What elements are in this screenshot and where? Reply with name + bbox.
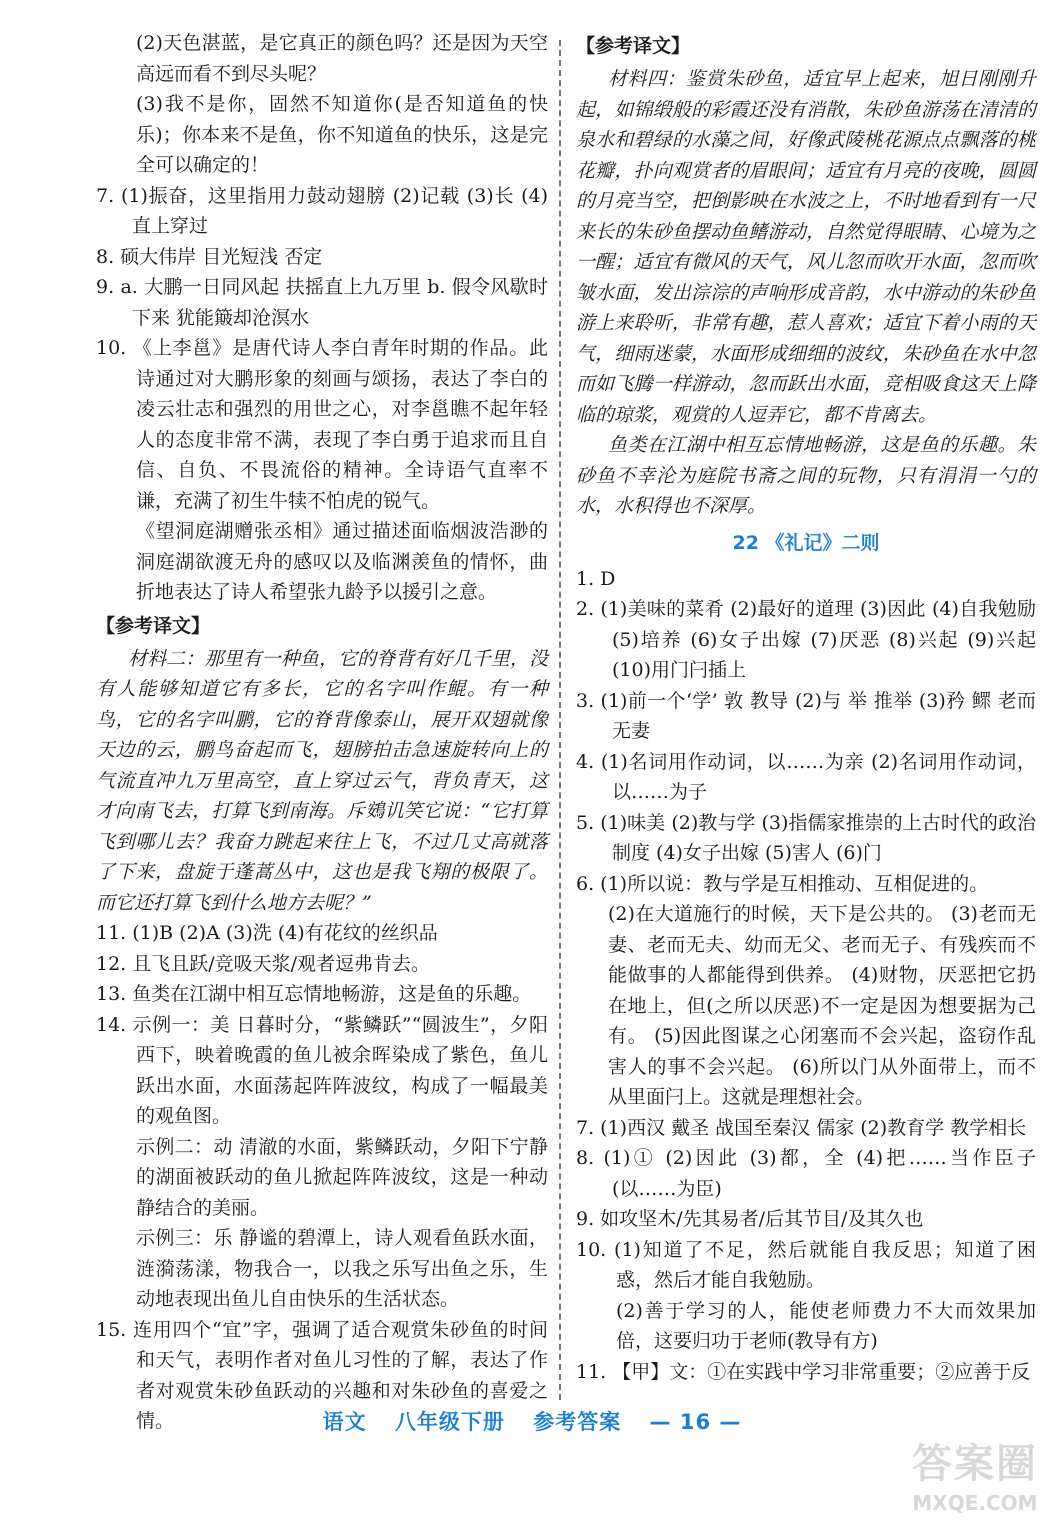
section-title: 22 《礼记》二则 [732,531,880,554]
answer-paragraph: 示例二：动 清澈的水面，紫鳞跃动，夕阳下宁静的湖面被跃动的鱼儿掀起阵阵波纹，这是一种动静结合的美丽。 [136,1135,548,1219]
answer-paragraph: 9. 如攻坚木/先其易者/后其节目/及其久也 [576,1208,924,1230]
right-column [576,28,1036,1387]
answer-paragraph: 7. (1)西汉 戴圣 战国至秦汉 儒家 (2)教育学 教学相长 [576,1116,1027,1139]
answer-paragraph: 3. (1)前一个‘学’ 敦 教导 (2)与 举 推举 (3)矜 鳏 老而无妻 [576,689,1036,742]
page-footer [0,1406,1064,1436]
answer-paragraph: 11. 【甲】文：①在实践中学习非常重要；②应善于反 [576,1360,1031,1383]
answer-paragraph: 鱼类在江湖中相互忘情地畅游，这是鱼的乐趣。朱砂鱼不幸沦为庭院书斋之间的玩物，只有涓涓一勺的水，水积得也不深厚。 [576,434,1036,517]
answer-paragraph: 10. 《上李邕》是唐代诗人李白青年时期的作品。此诗通过对大鹏形象的刻画与颂扬，表达了李白的凌云壮志和强烈的用世之心，对李邕瞧不起年轻人的态度非常不满，表现了李白勇于追求而且自信、自负、不畏流俗的精神。全诗语气直率不谦，充满了初生牛犊不怕虎的锐气。 [96,337,548,512]
left-column [96,28,548,1437]
answer-paragraph: 10. (1)知道了不足，然后就能自我反思；知道了困惑，然后才能自我勉励。 [576,1238,1036,1291]
column-divider [559,40,561,1400]
answer-paragraph: 1. D [576,567,616,590]
answer-paragraph: 15. 连用四个“宜”字，强调了适合观赏朱砂鱼的时间和天气，表明作者对鱼儿习性的了解，表达了作者对观赏朱砂鱼跃动的兴趣和对朱砂鱼的喜爱之情。 [96,1318,548,1432]
answer-paragraph: 8. 硕大伟岸 目光短浅 否定 [96,245,323,268]
answer-paragraph: 13. 鱼类在江湖中相互忘情地畅游，这是鱼的乐趣。 [96,983,532,1005]
footer-page-number: — 16 — [649,1410,742,1434]
watermark-text: 答案圈 [912,1441,1038,1487]
answer-paragraph: 6. (1)所以说：教与学是互相推动、互相促进的。 [576,872,989,895]
answer-paragraph: 9. a. 大鹏一日同风起 扶摇直上九万里 b. 假令风歇时下来 犹能簸却沧溟水 [96,276,548,329]
answer-paragraph: 材料四：鉴赏朱砂鱼，适宜早上起来，旭日刚刚升起，如锦缎般的彩霞还没有消散，朱砂鱼游荡在清清的泉水和碧绿的水藻之间，好像武陵桃花源点点飘落的桃花瓣，扑向观赏者的眉眼间；适宜有月亮的夜晚，圆圆的月亮当空，把倒影映在水波之上，不时地看到有一尺来长的朱砂鱼摆动鱼鳍游动，自然觉得眼睛、心境为之一醒；适宜有微风的天气，风儿忽而吹开水面，忽而吹皱水面，发出淙淙的声响形成音韵，水中游动的朱砂鱼游上来聆听，非常有趣，惹人喜欢；适宜下着小雨的天气，细雨迷蒙，水面形成细细的波纹，朱砂鱼在水中忽而如飞腾一样游动，忽而跃出水面，竞相吸食这天上降临的琼浆，观赏的人逗弄它，都不肯离去。 [576,68,1036,426]
answer-paragraph: 5. (1)味美 (2)教与学 (3)指儒家推崇的上古时代的政治制度 (4)女子出嫁 (5)害人 (6)门 [576,811,1036,864]
answer-paragraph: 4. (1)名词用作动词，以……为亲 (2)名词用作动词，以……为子 [576,750,1036,803]
answer-paragraph: (2)在大道施行的时候，天下是公共的。 (3)老而无妻、老而无夫、幼而无父、老而无子、有残疾而不能做事的人都能得到供养。 (4)财物，厌恶把它扔在地上，但(之所以厌恶)不一定是因为想要据为己有。 (5)因此图谋之心闭塞而不会兴起，盗窃作乱害人的事不会兴起。 (6)所以门从外面带上，而不从里面闩上。这就是理想社会。 [608,903,1036,1108]
answer-paragraph: 2. (1)美味的菜肴 (2)最好的道理 (3)因此 (4)自我勉励 (5)培养 (6)女子出嫁 (7)厌恶 (8)兴起 (9)兴起 (10)用门闩插上 [576,598,1036,681]
answer-paragraph: 《望洞庭湖赠张丞相》通过描述面临烟波浩渺的洞庭湖欲渡无舟的感叹以及临渊羡鱼的情怀，曲折地表达了诗人希望张九龄予以援引之意。 [136,520,548,603]
answer-paragraph: (3)我不是你，固然不知道你(是否知道鱼的快乐)；你本来不是鱼，你不知道鱼的快乐，这是完全可以确定的！ [136,93,548,176]
answer-paragraph: 11. (1)B (2)A (3)洗 (4)有花纹的丝织品 [96,922,438,944]
answer-paragraph: 12. 且飞且跃/竞吸天浆/观者逗弗肯去。 [96,952,431,975]
footer-subject: 语文 [322,1410,367,1434]
answer-paragraph: 14. 示例一：美 日暮时分，“紫鳞跃”“圆波生”，夕阳西下，映着晚霞的鱼儿被余晖染成了紫色，鱼儿跃出水面，水面荡起阵阵波纹，构成了一幅最美的观鱼图。 [96,1013,548,1127]
watermark-logo [900,1438,1050,1528]
translation-heading: 【参考译文】 [96,614,211,637]
translation-heading: 【参考译文】 [576,35,691,57]
answer-paragraph: 示例三：乐 静谧的碧潭上，诗人观看鱼跃水面，涟漪荡漾，物我合一，以我之乐写出鱼之乐，生动地表现出鱼儿自由快乐的生活状态。 [136,1227,548,1310]
answer-paragraph: (2)善于学习的人，能使老师费力不大而效果加倍，这要归功于老师(教导有方) [616,1299,1036,1352]
answer-paragraph: (2)天色湛蓝，是它真正的颜色吗？还是因为天空高远而看不到尽头呢？ [136,32,548,85]
answer-paragraph: 8. (1)① (2)因此 (3)都，全 (4)把……当作臣子(以……为臣) [576,1147,1036,1200]
footer-title: 参考答案 [533,1410,622,1434]
answer-paragraph: 材料二：那里有一种鱼，它的脊背有好几千里，没有人能够知道它有多长，它的名字叫作鲲。有一种鸟，它的名字叫鹏，它的脊背像泰山，展开双翅就像天边的云，鹏鸟奋起而飞，翅膀拍击急速旋转向上的气流直冲九万里高空，直上穿过云气，背负青天，这才向南飞去，打算飞到南海。斥鴳讥笑它说：“它打算飞到哪儿去？我奋力跳起来往上飞，不过几丈高就落了下来，盘旋于蓬蒿丛中，这也是我飞翔的极限了。而它还打算飞到什么地方去呢？” [96,647,548,914]
answer-paragraph: 7. (1)振奋，这里指用力鼓动翅膀 (2)记载 (3)长 (4)直上穿过 [96,184,548,237]
footer-grade: 八年级下册 [394,1410,505,1434]
watermark-url: MXQE.COM [912,1491,1038,1515]
